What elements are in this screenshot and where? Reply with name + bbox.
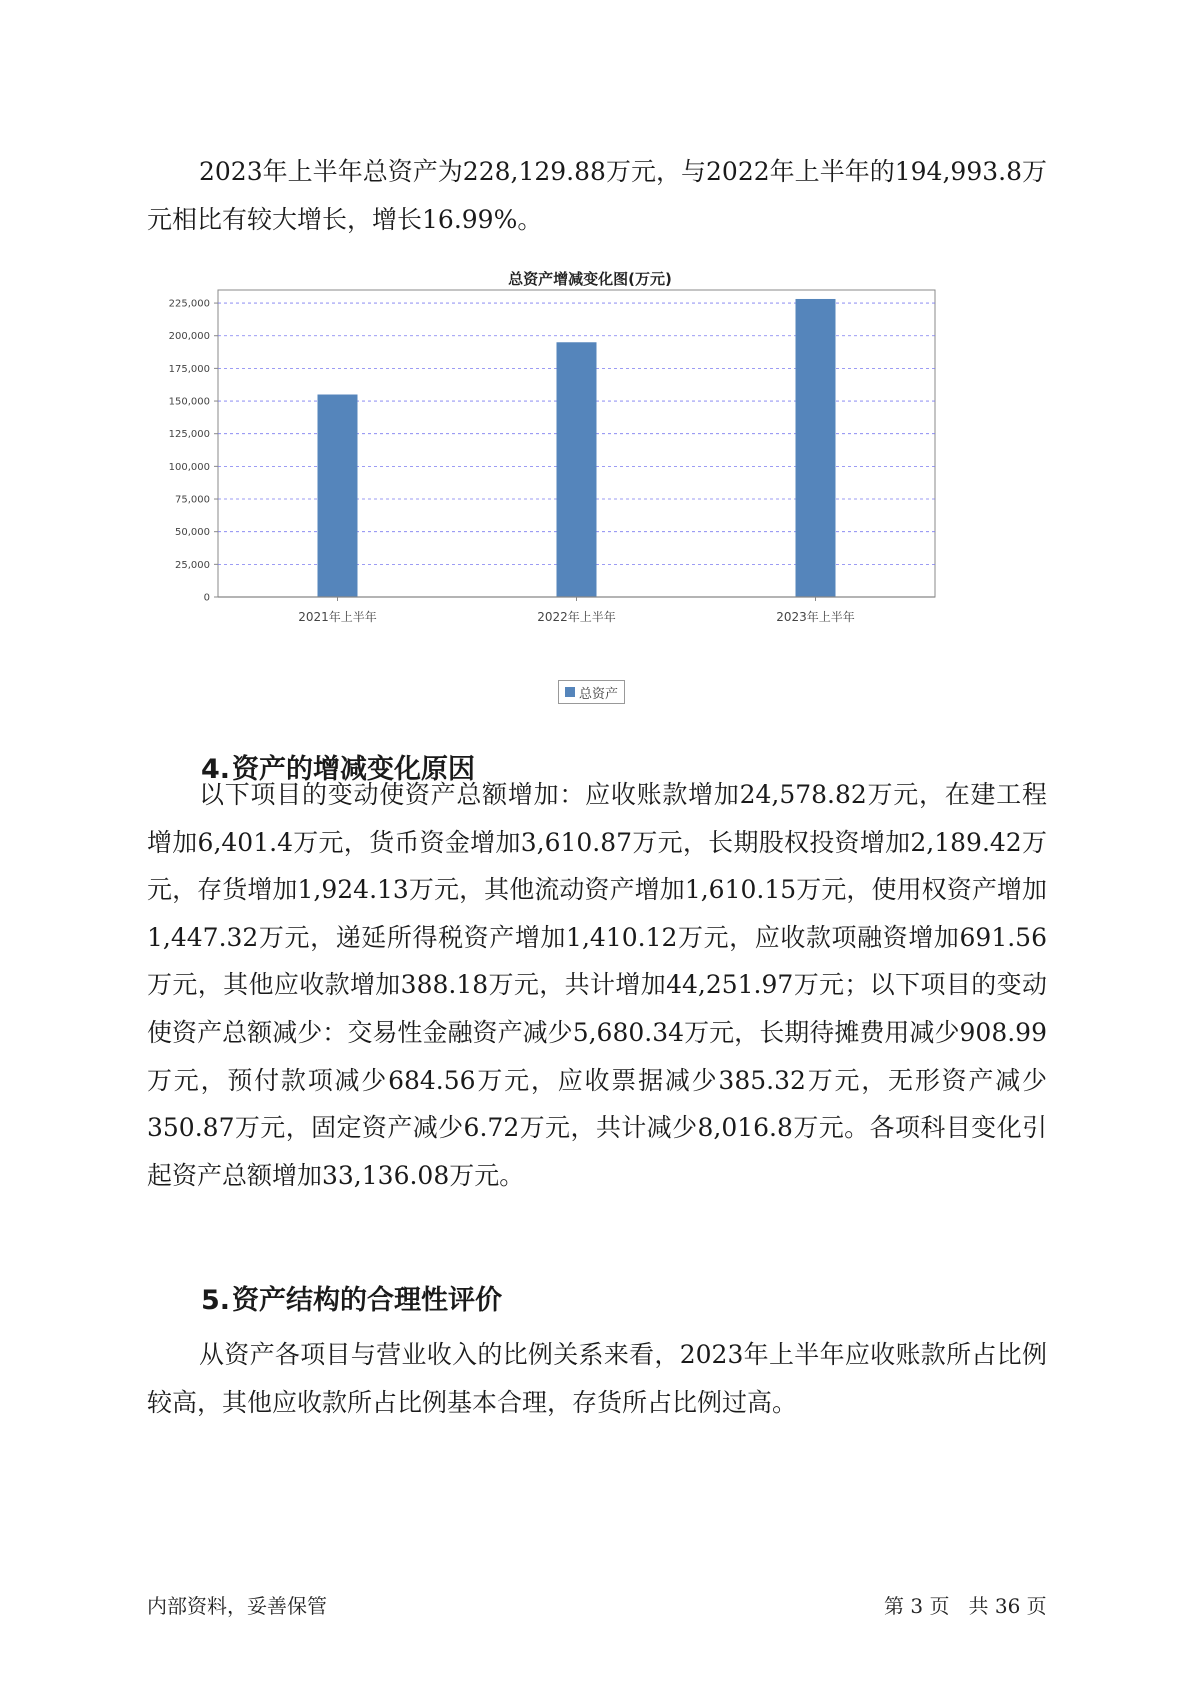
legend-label: 总资产 (579, 686, 619, 702)
chart-plot (160, 260, 1020, 680)
section-heading-5 (201, 1283, 502, 1319)
footer-page-number: 第 3 页 共 36 页 (884, 1594, 1047, 1618)
total-assets-chart (160, 260, 1020, 720)
y-tick-label: 150,000 (168, 396, 210, 408)
bar (318, 395, 358, 597)
y-tick-label: 200,000 (168, 331, 210, 343)
bar (557, 342, 597, 597)
y-tick-label: 25,000 (175, 559, 210, 571)
footer-confidential-note: 内部资料，妥善保管 (147, 1594, 327, 1618)
legend-swatch (565, 687, 575, 697)
y-tick-label: 175,000 (168, 363, 210, 375)
bar (796, 299, 836, 597)
y-tick-label: 75,000 (175, 494, 210, 506)
x-tick-label: 2022年上半年 (537, 610, 616, 624)
y-tick-label: 225,000 (168, 298, 210, 310)
paragraph-total-assets: 2023年上半年总资产为228,129.88万元，与2022年上半年的194,993.8万元相比有较大增长，增长16.99%。 (147, 157, 1047, 234)
heading-text: 资产的增减变化原因 (232, 754, 476, 785)
heading-number: 4. (201, 754, 231, 785)
x-tick-label: 2021年上半年 (298, 610, 377, 624)
paragraph-asset-change-reasons: 以下项目的变动使资产总额增加：应收账款增加24,578.82万元，在建工程增加6,401.4万元，货币资金增加3,610.87万元，长期股权投资增加2,189.42万元，存货增加1,924.13万元，其他流动资产增加1,610.15万元，使用权资产增加1,447.32万元，递延所得税资产增加1,410.12万元，应收款项融资增加691.56万元，其他应收款增加388.18万元，共计增加44,251.97万元；以下项目的变动使资产总额减少：交易性金融资产减少5,680.34万元，长期待摊费用减少908.99万元，预付款项减少684.56万元，应收票据减少385.32万元，无形资产减少350.87万元，固定资产减少6.72万元，共计减少8,016.8万元。各项科目变化引起资产总额增加33,136.08万元。 (147, 780, 1047, 1190)
y-tick-label: 50,000 (175, 527, 210, 539)
y-tick-label: 100,000 (168, 461, 210, 473)
chart-legend (558, 680, 625, 704)
heading-number: 5. (201, 1285, 231, 1316)
y-tick-label: 125,000 (168, 429, 210, 441)
paragraph-asset-structure: 从资产各项目与营业收入的比例关系来看，2023年上半年应收账款所占比例较高，其他应收款所占比例基本合理，存货所占比例过高。 (147, 1340, 1047, 1417)
chart-title: 总资产增减变化图(万元) (508, 270, 672, 288)
x-tick-label: 2023年上半年 (776, 610, 855, 624)
y-tick-label: 0 (203, 592, 210, 604)
heading-text: 资产结构的合理性评价 (232, 1285, 503, 1316)
